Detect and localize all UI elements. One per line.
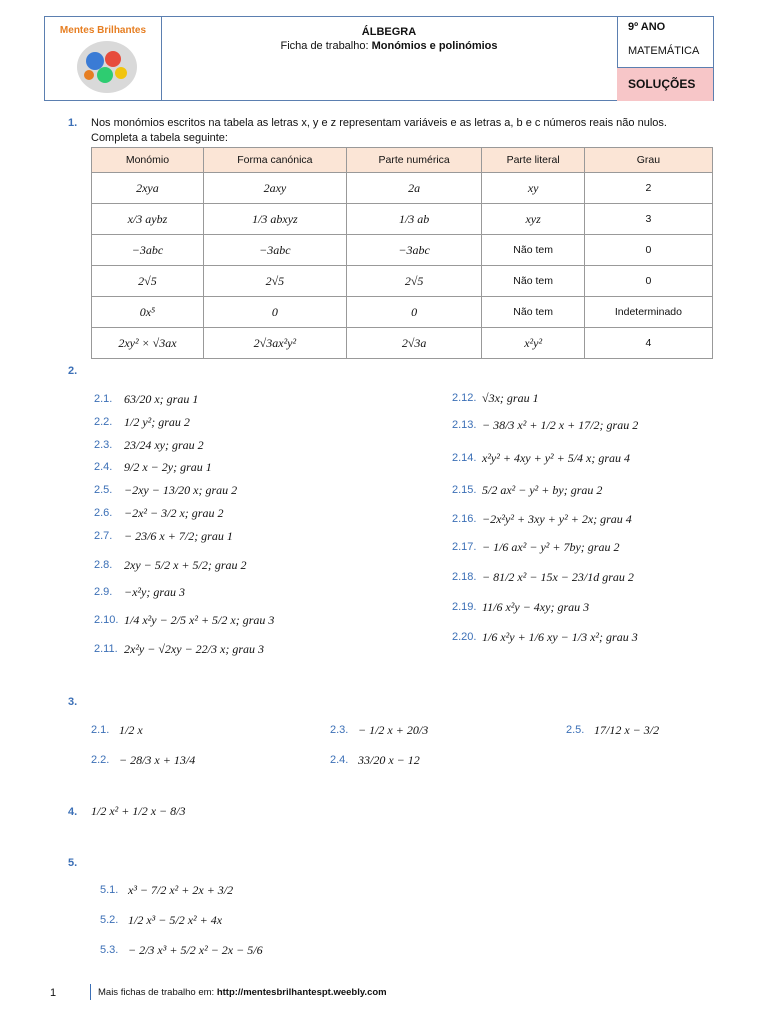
q3-item-expression: 17/12 x − 3/2 [594, 723, 660, 737]
col-forma-canonica: Forma canónica [203, 148, 346, 173]
subject-title: ÁLBEGRA [361, 26, 417, 38]
page-number: 1 [50, 987, 57, 999]
q2-left-item-number: 2.5. [94, 484, 113, 496]
table-cell: 2√3ax²y² [203, 328, 346, 359]
q2-left-item-expression: −2x² − 3/2 x; grau 2 [124, 506, 224, 520]
table-cell: 1/3 abxyz [203, 204, 346, 235]
q2-right-item-number: 2.12. [452, 392, 477, 404]
q2-left-item-number: 2.1. [94, 393, 113, 405]
q2-right-item-expression: 11/6 x²y − 4xy; grau 3 [482, 600, 590, 614]
col-parte-numerica: Parte numérica [346, 148, 482, 173]
q2-left-item-number: 2.10. [94, 614, 119, 626]
table-cell: −3abc [346, 235, 482, 266]
q3-item-number: 2.1. [91, 724, 110, 736]
table-cell: 2√5 [203, 266, 346, 297]
q2-right-item-expression: − 38/3 x² + 1/2 x + 17/2; grau 2 [482, 418, 639, 432]
q2-left-item-expression: 23/24 xy; grau 2 [124, 438, 204, 452]
table-header-row [92, 148, 713, 173]
table-row [92, 266, 713, 297]
q2-right-item-expression: − 1/6 ax² − y² + 7by; grau 2 [482, 540, 620, 554]
q2-right-item-number: 2.20. [452, 631, 477, 643]
table-row [92, 173, 713, 204]
q2-right-item-number: 2.15. [452, 484, 477, 496]
table-cell: 2a [346, 173, 482, 204]
q5-item-expression: − 2/3 x³ + 5/2 x² − 2x − 5/6 [128, 943, 263, 957]
q3-item-number: 2.4. [330, 754, 349, 766]
table-cell: 2xy² × √3ax [92, 328, 204, 359]
q3-item-expression: − 28/3 x + 13/4 [119, 753, 196, 767]
q2-left-item-number: 2.11. [94, 643, 118, 655]
table-cell: Não tem [482, 297, 584, 328]
table-cell: 1/3 ab [346, 204, 482, 235]
q2-left-item-number: 2.4. [94, 461, 113, 473]
table-cell: 2√5 [92, 266, 204, 297]
question-4-number: 4. [68, 806, 78, 818]
table-cell: Indeterminado [584, 297, 712, 328]
grade-block [617, 17, 713, 100]
q2-right-item-expression: 5/2 ax² − y² + by; grau 2 [482, 483, 603, 497]
table-cell: 0x⁵ [92, 297, 204, 328]
q2-left-item-expression: 1/4 x²y − 2/5 x² + 5/2 x; grau 3 [124, 613, 275, 627]
q3-item-number: 2.2. [91, 754, 110, 766]
table-cell: 2xya [92, 173, 204, 204]
monomial-table [91, 147, 713, 359]
table-cell: x²y² [482, 328, 584, 359]
table-row [92, 204, 713, 235]
q3-item-expression: − 1/2 x + 20/3 [358, 723, 429, 737]
q2-left-item-number: 2.9. [94, 586, 113, 598]
q2-left-item-number: 2.8. [94, 559, 113, 571]
question-3-number: 3. [68, 696, 78, 708]
table-cell: 2√3a [346, 328, 482, 359]
q2-right-item-expression: −2x²y² + 3xy + y² + 2x; grau 4 [482, 512, 632, 526]
table-row [92, 297, 713, 328]
worksheet-header [44, 16, 714, 101]
table-cell: 0 [346, 297, 482, 328]
q2-left-item-expression: 1/2 y²; grau 2 [124, 415, 190, 429]
q5-item-number: 5.2. [100, 914, 119, 926]
course-label: MATEMÁTICA [628, 45, 700, 57]
title-block [161, 17, 618, 100]
table-cell: 0 [203, 297, 346, 328]
table-cell: xy [482, 173, 584, 204]
table-cell: 2axy [203, 173, 346, 204]
q2-right-item-expression: − 81/2 x² − 15x − 23/1d grau 2 [482, 570, 634, 584]
col-monomio: Monómio [92, 148, 204, 173]
table-cell: 0 [584, 266, 712, 297]
question-4-answer: 1/2 x² + 1/2 x − 8/3 [91, 804, 186, 818]
question-1-number: 1. [68, 117, 78, 129]
table-row [92, 328, 713, 359]
question-1-text: Nos monómios escritos na tabela as letras x, y e z representam variáveis e as letras a, b e c números reais não nulos. [91, 117, 667, 129]
table-cell: 3 [584, 204, 712, 235]
q2-left-item-number: 2.3. [94, 439, 113, 451]
q2-left-item-number: 2.6. [94, 507, 113, 519]
table-cell: −3abc [203, 235, 346, 266]
q2-left-item-expression: −x²y; grau 3 [124, 585, 186, 599]
q2-right-item-number: 2.14. [452, 452, 477, 464]
question-5-number: 5. [68, 857, 78, 869]
q2-right-item-expression: √3x; grau 1 [482, 391, 539, 405]
table-row [92, 235, 713, 266]
solutions-banner [617, 67, 713, 101]
q3-item-number: 2.3. [330, 724, 349, 736]
q2-left-item-expression: 9/2 x − 2y; grau 1 [124, 460, 212, 474]
q3-item-expression: 33/20 x − 12 [358, 753, 420, 767]
q2-left-item-number: 2.7. [94, 530, 113, 542]
footer-text: Mais fichas de trabalho em: http://mentesbrilhantespt.weebly.com [98, 987, 387, 998]
q2-left-item-expression: −2xy − 13/20 x; grau 2 [124, 483, 238, 497]
q2-left-item-expression: 2x²y − √2xy − 22/3 x; grau 3 [124, 642, 265, 656]
grade-label: 9º ANO [628, 21, 666, 33]
footer-link[interactable]: http://mentesbrilhantespt.weebly.com [216, 987, 387, 998]
q2-right-item-number: 2.17. [452, 541, 477, 553]
table-cell: 0 [584, 235, 712, 266]
table-cell: −3abc [92, 235, 204, 266]
table-cell: Não tem [482, 235, 584, 266]
q3-item-expression: 1/2 x [119, 723, 143, 737]
q5-item-number: 5.3. [100, 944, 119, 956]
q2-left-item-expression: 63/20 x; grau 1 [124, 392, 199, 406]
table-cell: 2√5 [346, 266, 482, 297]
brain-gears-logo [45, 17, 161, 100]
question-2-number: 2. [68, 365, 78, 377]
table-cell: 4 [584, 328, 712, 359]
q2-right-item-number: 2.16. [452, 513, 477, 525]
q2-left-item-number: 2.2. [94, 416, 113, 428]
table-cell: xyz [482, 204, 584, 235]
logo-text: Mentes Brilhantes [59, 25, 147, 36]
worksheet-title: Ficha de trabalho: Monómios e polinómios [280, 40, 498, 52]
col-grau: Grau [584, 148, 712, 173]
table-cell: Não tem [482, 266, 584, 297]
q5-item-number: 5.1. [100, 884, 119, 896]
q5-item-expression: 1/2 x³ − 5/2 x² + 4x [128, 913, 223, 927]
q3-item-number: 2.5. [566, 724, 585, 736]
q5-item-expression: x³ − 7/2 x² + 2x + 3/2 [128, 883, 234, 897]
q2-left-item-expression: − 23/6 x + 7/2; grau 1 [124, 529, 233, 543]
q2-right-item-number: 2.13. [452, 419, 477, 431]
table-cell: 2 [584, 173, 712, 204]
col-parte-literal: Parte literal [482, 148, 584, 173]
footer-divider [90, 984, 91, 1000]
table-cell: x/3 aybz [92, 204, 204, 235]
q2-left-item-expression: 2xy − 5/2 x + 5/2; grau 2 [124, 558, 247, 572]
q2-right-item-number: 2.18. [452, 571, 477, 583]
q2-right-item-expression: 1/6 x²y + 1/6 xy − 1/3 x²; grau 3 [482, 630, 638, 644]
logo [45, 17, 162, 100]
question-1-instruction: Completa a tabela seguinte: [91, 132, 228, 144]
q2-right-item-expression: x²y² + 4xy + y² + 5/4 x; grau 4 [482, 451, 631, 465]
q2-right-item-number: 2.19. [452, 601, 477, 613]
solutions-label: SOLUÇÕES [628, 77, 696, 91]
